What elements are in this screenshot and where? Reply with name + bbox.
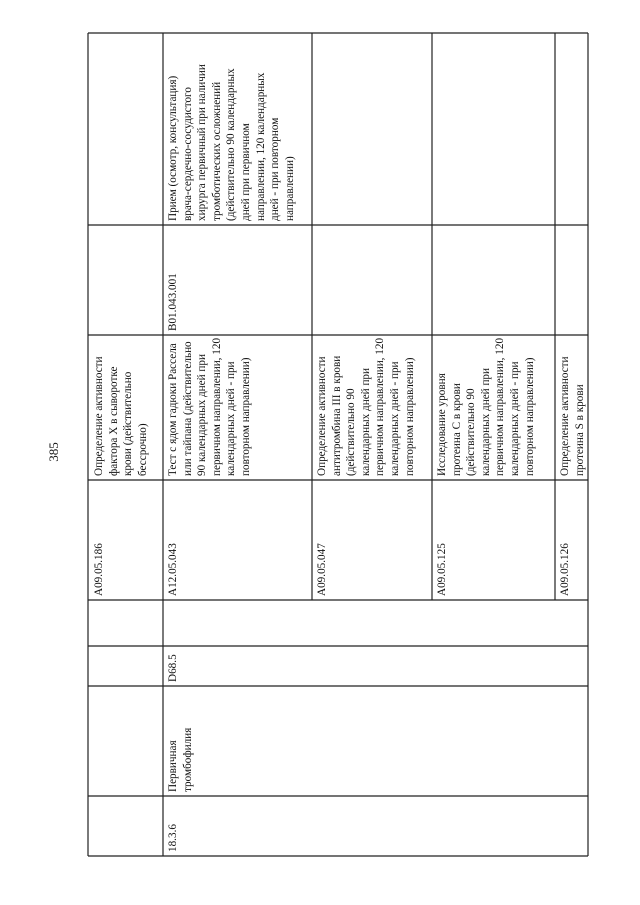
service-name: Исследование уровня протеина С в крови (действительно 90 календарных дней при первичном направлении, 120 календарных дней - при повторном направлении) [436,337,536,476]
service-code: A09.05.186 [93,543,105,596]
consult-code: B01.043.001 [167,273,179,331]
icd-code: D68.5 [167,654,179,682]
service-code: A09.05.047 [316,543,328,596]
service-code: A09.05.125 [436,543,448,596]
disease-name: Первичная тромбофилия [167,727,194,792]
service-code: A12.05.043 [167,543,179,596]
service-code: A09.05.126 [559,543,571,596]
service-name: Определение активности фактора X в сыворотке крови (действительно бессрочно) [93,356,149,476]
service-name: Определение активности антитромбина III в крови (действительно 90 календарных дней при первичном направлении, 120 календарных дней - при повторном направлении) [316,337,416,476]
consult-name: Прием (осмотр, консультация) врача-сердечно-сосудистого хирурга первичный при наличии тромботических осложнений (действительно 90 календарных дней при первичном направлении, 120 календарных дней - при повторном направлении) [167,64,296,221]
row-number: 18.3.6 [167,824,179,852]
service-name: Определение активности протеина S в крови [559,356,586,476]
page-number: 385 [46,442,61,462]
service-name: Тест с ядом гадюки Рассела или тайпана (действительно 90 календарных дней при первичном направлении, 120 календарных дней - при повторном направлении) [167,337,252,476]
